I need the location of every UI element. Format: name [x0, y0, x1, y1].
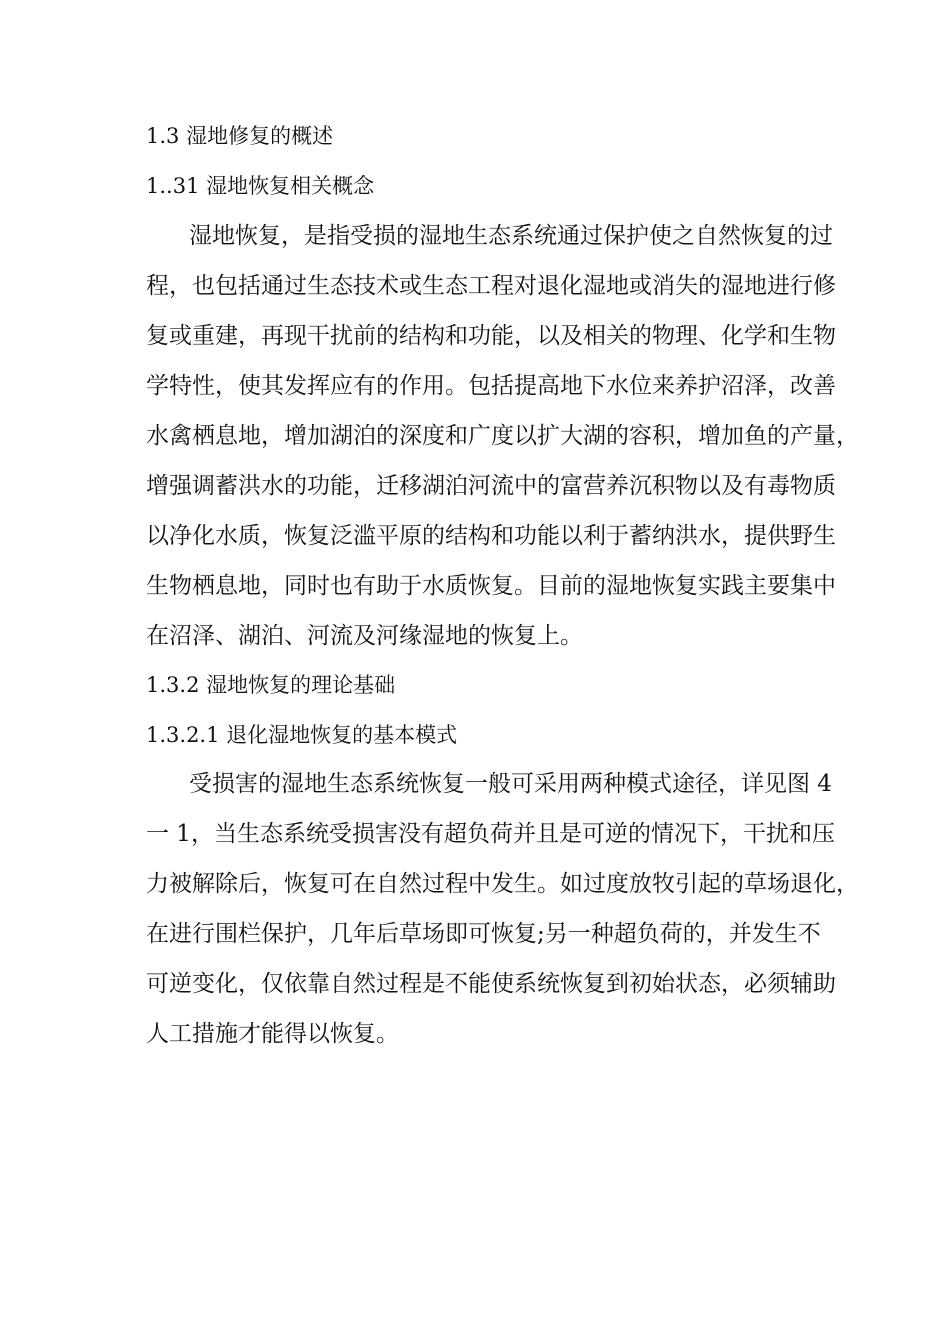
paragraph-line: 增强调蓄洪水的功能，迁移湖泊河流中的富营养沉积物以及有毒物质	[146, 473, 836, 499]
paragraph-line: 在沼泽、湖泊、河流及河缘湿地的恢复上。	[146, 623, 583, 649]
paragraph-line: 生物栖息地，同时也有助于水质恢复。目前的湿地恢复实践主要集中	[146, 573, 836, 599]
paragraph-line: 复或重建，再现干扰前的结构和功能，以及相关的物理、化学和生物	[146, 323, 836, 349]
paragraph-line: 以净化水质，恢复泛滥平原的结构和功能以利于蓄纳洪水，提供野生	[146, 523, 836, 549]
paragraph-line: 一 1，当生态系统受损害没有超负荷并且是可逆的情况下，干扰和压	[146, 821, 835, 847]
paragraph-line: 湿地恢复，是指受损的湿地生态系统通过保护使之自然恢复的过	[189, 223, 833, 249]
section-heading-1-3-2-1: 1.3.2.1 退化湿地恢复的基本模式	[146, 723, 458, 747]
paragraph-line: 可逆变化，仅依靠自然过程是不能使系统恢复到初始状态，必须辅助	[146, 971, 836, 997]
section-heading-1-3-2: 1.3.2 湿地恢复的理论基础	[146, 673, 396, 697]
paragraph-line: 人工措施才能得以恢复。	[146, 1021, 399, 1047]
paragraph-line: 程，也包括通过生态技术或生态工程对退化湿地或消失的湿地进行修	[146, 273, 836, 299]
paragraph-line: 力被解除后，恢复可在自然过程中发生。如过度放牧引起的草场退化，	[146, 871, 859, 897]
section-heading-1-3-1: 1..31 湿地恢复相关概念	[146, 174, 375, 198]
paragraph-line: 在进行围栏保护，几年后草场即可恢复;另一种超负荷的，并发生不	[146, 921, 821, 947]
paragraph-line: 受损害的湿地生态系统恢复一般可采用两种模式途径，详见图 4	[189, 771, 832, 797]
paragraph-line: 水禽栖息地，增加湖泊的深度和广度以扩大湖的容积，增加鱼的产量，	[146, 423, 859, 449]
paragraph-line: 学特性，使其发挥应有的作用。包括提高地下水位来养护沼泽，改善	[146, 373, 836, 399]
section-heading-1-3: 1.3 湿地修复的概述	[146, 124, 334, 148]
